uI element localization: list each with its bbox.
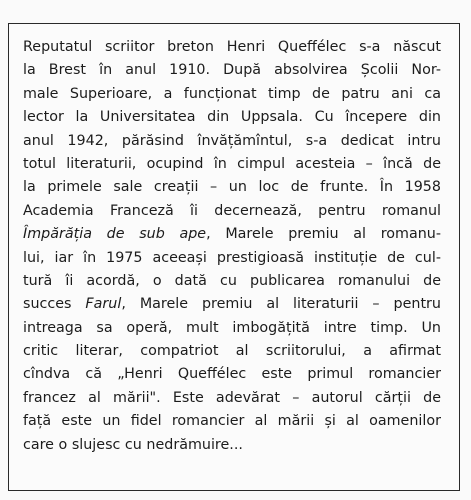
text-line: anul 1942, părăsind învățămîntul, s-a dedicat intru — [23, 132, 441, 149]
text-line — [23, 223, 441, 246]
text-fragment: , Marele premiu al literaturii – pentru — [121, 296, 441, 313]
text-line: față este un fidel romancier al mării și al oamenilor — [23, 413, 441, 430]
text-line: totul literaturii, ocupind în cimpul acesteia – încă de — [23, 155, 441, 172]
text-line: care o slujesc cu nedrămuire... — [23, 436, 243, 453]
novel-title-imparatia: Împărăția de sub ape — [23, 226, 207, 243]
text-line: Academia Franceză îi decernează, pentru romanul — [23, 202, 441, 219]
text-line: la primele sale creații – un loc de frunte. În 1958 — [23, 179, 441, 196]
novel-title-farul: Farul — [85, 296, 122, 313]
text-line: Reputatul scriitor breton Henri Queffélec s-a născut — [23, 39, 441, 55]
text-line: francez al mării". Este adevărat – autorul cărții de — [23, 389, 441, 406]
text-line: la Brest în anul 1910. După absolvirea Școlii Nor- — [23, 62, 441, 79]
text-line: lector la Universitatea din Uppsala. Cu începere din — [23, 109, 441, 126]
text-line: tură îi acordă, o dată cu publicarea romanului de — [23, 272, 441, 289]
text-fragment: succes — [23, 296, 86, 313]
text-line — [23, 293, 441, 316]
text-line: male Superioare, a funcționat timp de patru ani ca — [23, 85, 441, 102]
text-fragment: , Marele premiu al romanu- — [206, 226, 441, 243]
text-line: cîndva că „Henri Queffélec este primul romancier — [23, 366, 441, 383]
text-line: critic literar, compatriot al scriitorului, a afirmat — [23, 343, 441, 360]
biography-paragraph — [23, 36, 441, 457]
text-line: lui, iar în 1975 aceeași prestigioasă instituție de cul- — [23, 249, 441, 266]
text-line: intreaga sa operă, mult imbogățită intre timp. Un — [23, 319, 441, 336]
